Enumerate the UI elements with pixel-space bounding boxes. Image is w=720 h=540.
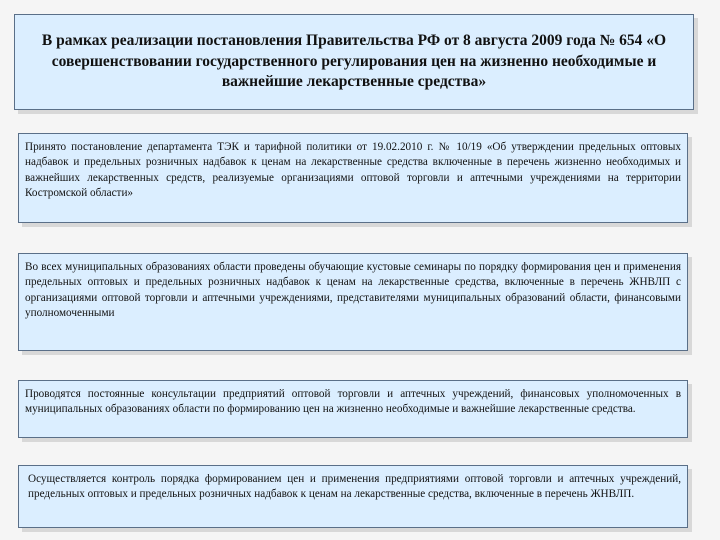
info-block-control xyxy=(18,465,688,528)
info-block-seminars xyxy=(18,253,688,351)
info-block-resolution xyxy=(18,133,688,223)
info-block-text: Во всех муниципальных образованиях области проведены обучающие кустовые семинары по порядку формирования цен и применения предельных оптовых и предельных розничных надбавок к ценам на лекарственные средства, включенные в перечень ЖНВЛП с организациями оптовой торговли и аптечными учреждениями, представителями муниципальных образований области, финансовыми уполномоченными xyxy=(25,261,681,320)
page-title: В рамках реализации постановления Правительства РФ от 8 августа 2009 года № 654 «О совершенствовании государственного регулирования цен на жизненно необходимые и важнейшие лекарственные средства» xyxy=(41,32,667,91)
info-block-text: Принято постановление департамента ТЭК и тарифной политики от 19.02.2010 г. № 10/19 «Об утверждении предельных оптовых надбавок и предельных розничных надбавок к ценам на лекарственные средства включенные в перечень жизненно необходимых и важнейших лекарственных средств, реализуемые организациями оптовой торговли и аптечными учреждениями на территории Костромской области» xyxy=(25,141,681,200)
info-block-text: Осуществляется контроль порядка формированием цен и применения предприятиями оптовой торговли и аптечных учреждений, предельных оптовых и предельных розничных надбавок к ценам на лекарственные средства, включенные в перечень ЖНВЛП. xyxy=(28,473,681,501)
info-block-text: Проводятся постоянные консультации предприятий оптовой торговли и аптечных учреждений, финансовых уполномоченных в муниципальных образованиях области по формированию цен на жизненно необходимые и важнейшие лекарственные средства. xyxy=(25,388,681,416)
title-box xyxy=(14,14,694,110)
info-block-consultations xyxy=(18,380,688,438)
